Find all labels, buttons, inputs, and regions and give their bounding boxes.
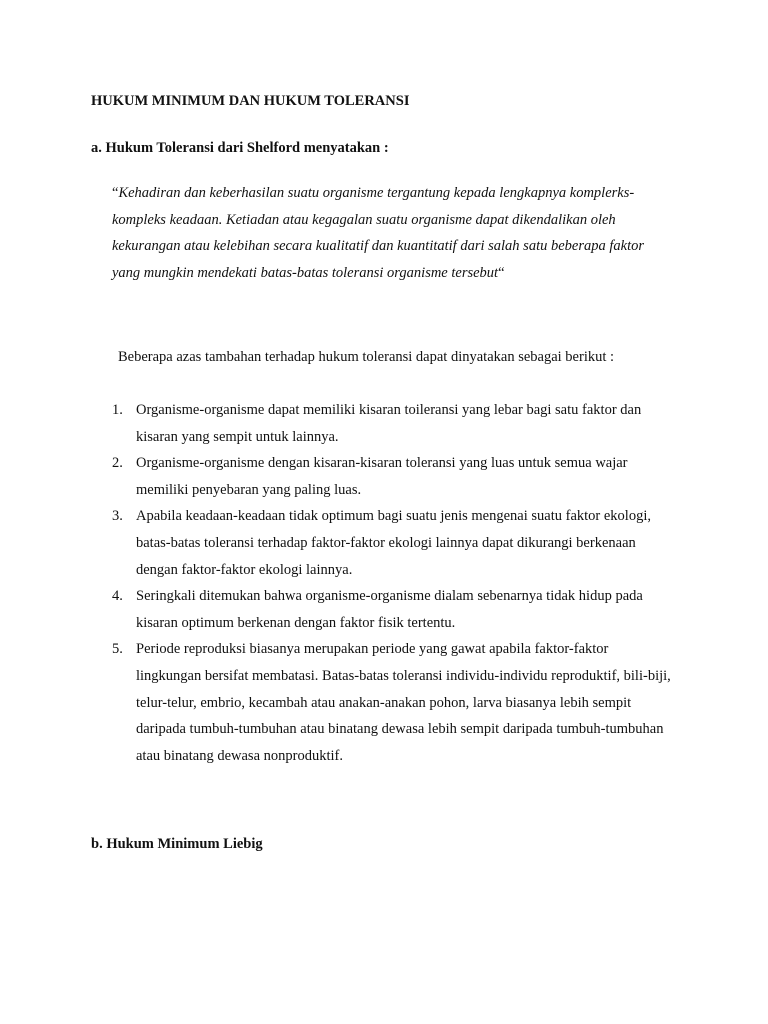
list-item-number: 4. (112, 588, 123, 605)
list-item-text: Organisme-organisme dapat memiliki kisaran toileransi yang lebar bagi satu faktor dan kisaran yang sempit untuk lainnya. (136, 402, 642, 445)
quote-open-mark: “ (112, 185, 119, 201)
list-item-text: Apabila keadaan-keadaan tidak optimum bagi suatu jenis mengenai suatu faktor ekologi, batas-batas toleransi terhadap faktor-faktor ekologi lainnya dapat dikurangi berkenaan dengan faktor-faktor ekologi lainnya. (136, 508, 651, 578)
list-item (0, 636, 768, 769)
list-item-number: 2. (112, 455, 123, 472)
list-item-text: Periode reproduksi biasanya merupakan periode yang gawat apabila faktor-faktor lingkungan bersifat membatasi. Batas-batas toleransi individu-individu reproduktif, bili-biji, telur-telur, embrio, kecambah atau anakan-anakan pohon, larva biasanya lebih sempit daripada tumbuh-tumbuhan atau binatang dewasa lebih sempit daripada tumbuh-tumbuhan atau binatang dewasa nonproduktif. (136, 641, 671, 764)
section-a-heading: a. Hukum Toleransi dari Shelford menyatakan : (91, 140, 389, 156)
document-title: HUKUM MINIMUM DAN HUKUM TOLERANSI (91, 93, 410, 109)
list-item-text: Seringkali ditemukan bahwa organisme-organisme dialam sebenarnya tidak hidup pada kisaran optimum berkenan dengan faktor fisik tertentu. (136, 588, 643, 631)
list-item (0, 450, 768, 503)
list-intro: Beberapa azas tambahan terhadap hukum toleransi dapat dinyatakan sebagai berikut : (118, 349, 615, 365)
section-b-heading: b. Hukum Minimum Liebig (91, 836, 263, 852)
list-item-number: 1. (112, 402, 123, 418)
tolerance-principles-list (0, 397, 768, 769)
shelford-quote (112, 180, 672, 286)
list-item (0, 397, 768, 450)
quote-close-mark: “ (498, 264, 505, 281)
list-item (0, 583, 768, 636)
list-item-text: Organisme-organisme dengan kisaran-kisaran toleransi yang luas untuk semua wajar memiliki penyebaran yang paling luas. (136, 455, 628, 498)
list-item-number: 3. (112, 508, 123, 525)
list-item (0, 503, 768, 583)
list-item-number: 5. (112, 641, 123, 658)
quote-text: Kehadiran dan keberhasilan suatu organisme tergantung kepada lengkapnya komplerks-kompleks keadaan. Ketiadan atau kegagalan suatu organisme dapat dikendalikan oleh kekurangan atau kelebihan secara kualitatif dan kuantitatif dari salah satu beberapa faktor yang mungkin mendekati batas-batas toleransi organisme tersebut (112, 185, 645, 281)
